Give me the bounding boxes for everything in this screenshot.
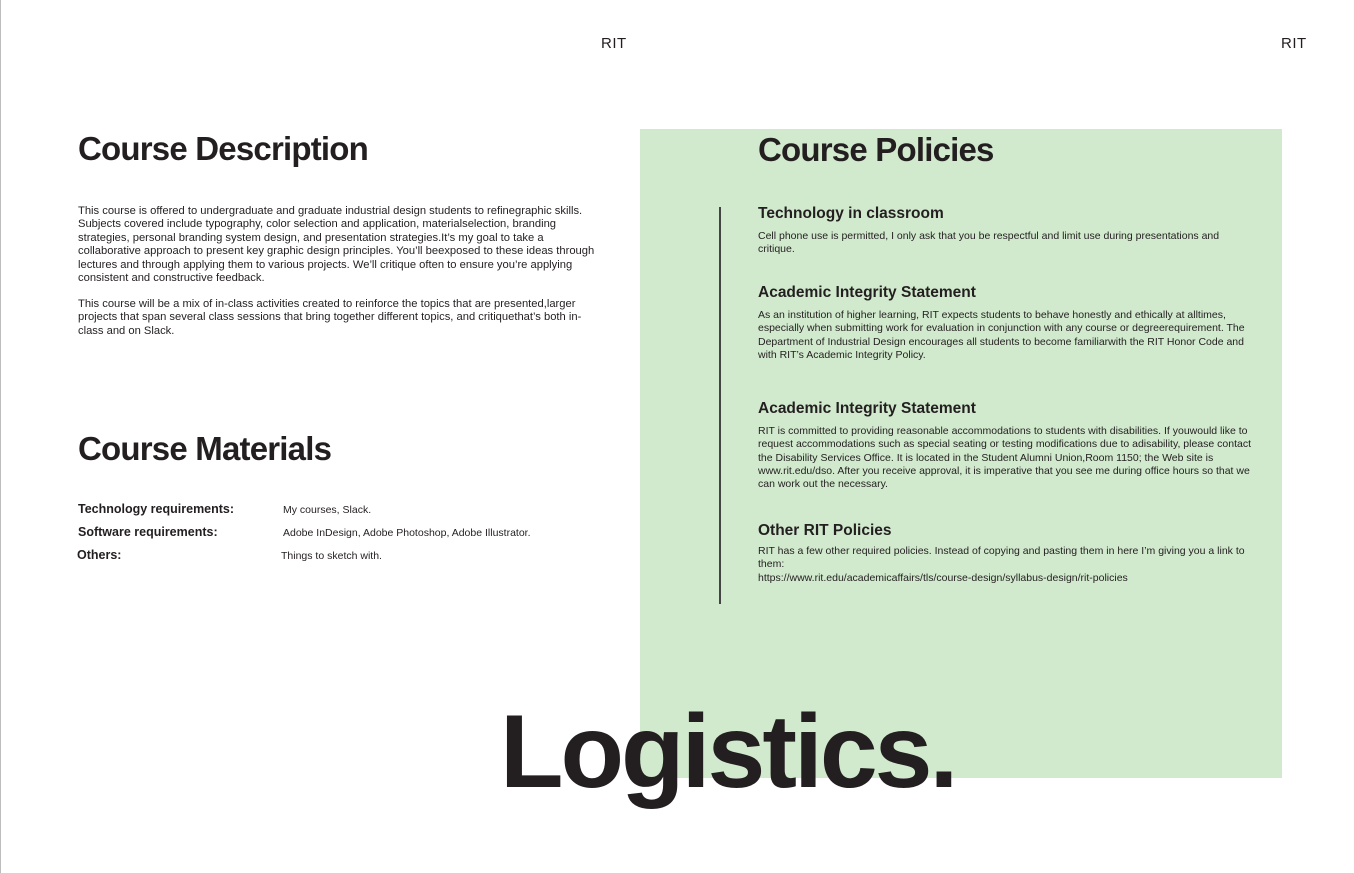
running-head-left: RIT — [601, 35, 627, 52]
policy-accommodations-title: Academic Integrity Statement — [758, 400, 976, 417]
course-description-paragraph-2: This course will be a mix of in-class activities created to reinforce the topics that are presented,larger projects that span several class sessions that bring together different topics, and critiquethat’s both in-class and on Slack. — [78, 298, 582, 337]
materials-software-value: Adobe InDesign, Adobe Photoshop, Adobe Illustrator. — [283, 527, 531, 539]
policy-other-title: Other RIT Policies — [758, 522, 892, 539]
policy-other-text: RIT has a few other required policies. Instead of copying and pasting them in here I’m giving you a link to them: — [758, 545, 1245, 571]
materials-software-label: Software requirements: — [78, 525, 218, 539]
course-policies-heading: Course Policies — [758, 131, 994, 168]
policy-integrity-title: Academic Integrity Statement — [758, 284, 976, 301]
course-materials-heading: Course Materials — [78, 430, 332, 467]
materials-technology-value: My courses, Slack. — [283, 504, 372, 516]
policy-integrity-body: As an institution of higher learning, RIT expects students to behave honestly and ethically at alltimes, especially when submitting work for evaluation in conjunction with any course or degreerequirement. The Department of Industrial Design encourages all students to become familiarwith the RIT Honor Code and with RIT’s Academic Integrity Policy. — [758, 309, 1245, 361]
materials-others-value: Things to sketch with. — [281, 550, 382, 562]
materials-technology-label: Technology requirements: — [78, 502, 235, 516]
section-title-logistics: Logistics. — [500, 694, 956, 810]
policy-other-link[interactable]: https://www.rit.edu/academicaffairs/tls/course-design/syllabus-design/rit-policies — [758, 571, 1128, 584]
page-edge-divider — [0, 0, 1, 873]
policy-technology-title: Technology in classroom — [758, 205, 944, 222]
course-description-heading: Course Description — [78, 130, 368, 167]
running-head-right: RIT — [1281, 35, 1307, 52]
policy-technology-body: Cell phone use is permitted, I only ask that you be respectful and limit use during presentations and critique. — [758, 230, 1220, 256]
materials-others-label: Others: — [77, 548, 122, 562]
policy-other-body — [758, 545, 1258, 585]
policies-vertical-rule — [719, 207, 721, 604]
policy-accommodations-body: RIT is committed to providing reasonable accommodations to students with disabilities. If youwould like to request accommodations such as special seating or testing modifications due to adisability, please contact the Disability Services Office. It is located in the Student Alumni Union,Room 1150; the Web site is www.rit.edu/dso. After you receive approval, it is imperative that you see me during office hours so that we can work out the necessary. — [758, 425, 1251, 491]
course-description-paragraph-1: This course is offered to undergraduate and graduate industrial design students to refinegraphic skills. Subjects covered include typography, color selection and application, materialselection, branding strategies, personal branding system design, and presentation strategies.It’s my goal to take a collaborative approach to present key graphic design principles. You’ll beexposed to these ideas through lectures and through applying them to various projects. We’ll critique often to ensure you’re applying consistent and constructive feedback. — [78, 205, 595, 285]
